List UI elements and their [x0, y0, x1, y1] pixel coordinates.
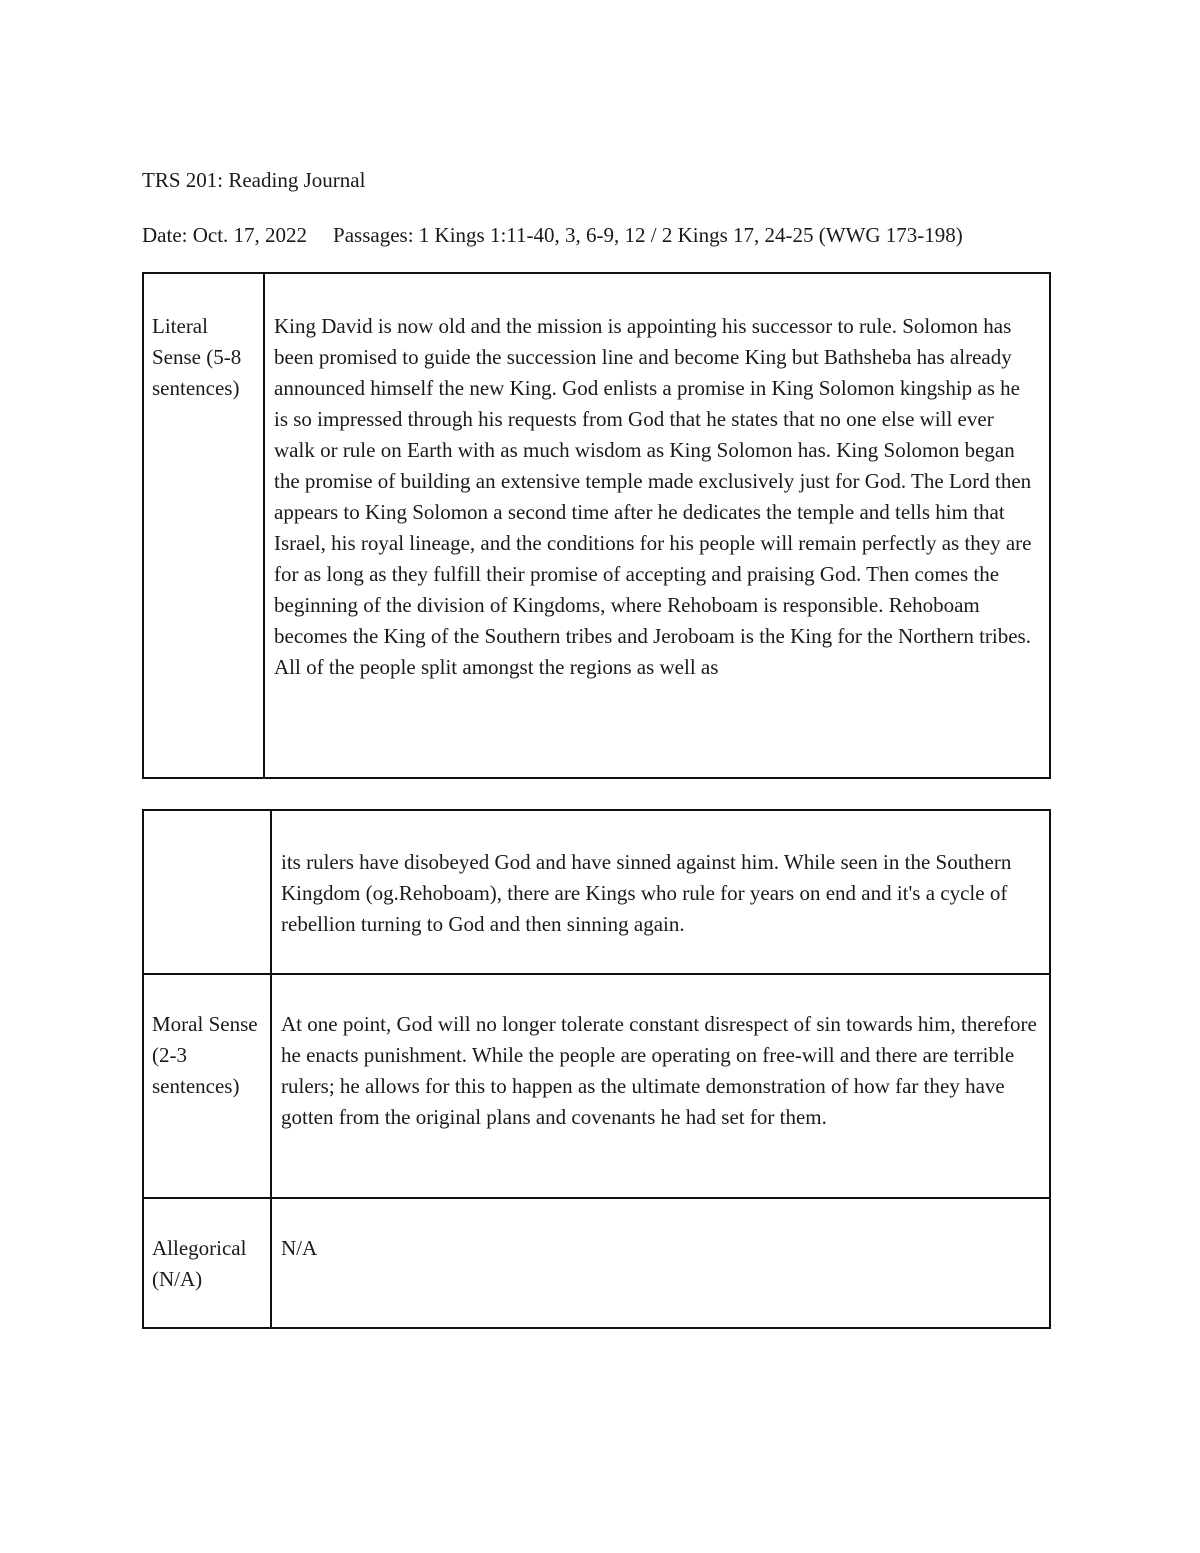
continuation-label	[144, 811, 270, 848]
row-content-moral[interactable]	[271, 974, 1050, 1198]
page-title: TRS 201: Reading Journal	[142, 168, 366, 192]
allegorical-text: N/A	[281, 1236, 318, 1260]
literal-text: King David is now old and the mission is appointing his successor to rule. Solomon has been promised to guide the succession line and become King but Bathsheba has already announced himself the new King. God enlists a promise in King Solomon kingship as he is so impressed through his requests from God that he states that no one else will ever walk or rule on Earth with as much wisdom as King Solomon has. King Solomon began the promise of building an extensive temple made exclusively just for God. The Lord then appears to King Solomon a second time after he dedicates the temple and tells him that Israel, his royal lineage, and the conditions for his people will remain perfectly as they are for as long as they fulfill their promise of accepting and praising God. Then comes the beginning of the division of Kingdoms, where Rehoboam is responsible. Rehoboam becomes the King of the Southern tribes and Jeroboam is the King for the Northern tribes. All of the people split amongst the regions as well as	[274, 314, 1032, 679]
row-content-continuation[interactable]	[271, 810, 1050, 974]
journal-table-literal	[142, 272, 1051, 779]
row-label-allegorical	[143, 1198, 271, 1328]
table-row	[143, 273, 1050, 778]
moral-label: Moral Sense (2-3 sentences)	[152, 1012, 258, 1098]
row-label-continuation	[143, 810, 271, 974]
row-label-moral	[143, 974, 271, 1198]
allegorical-label: Allegorical (N/A)	[152, 1236, 247, 1291]
row-content-literal[interactable]	[264, 273, 1050, 778]
row-label-literal	[143, 273, 264, 778]
table-row	[143, 974, 1050, 1198]
journal-table-senses	[142, 809, 1051, 1329]
date-text: Date: Oct. 17, 2022	[142, 223, 308, 247]
continuation-text: its rulers have disobeyed God and have sinned against him. While seen in the Southern Kingdom (og.Rehoboam), there are Kings who rule for years on end and it's a cycle of rebellion turning to God and then sinning again.	[281, 850, 1012, 936]
literal-label: Literal Sense (5-8 sentences)	[152, 314, 242, 400]
row-content-allegorical[interactable]	[271, 1198, 1050, 1328]
moral-text: At one point, God will no longer tolerate constant disrespect of sin towards him, therefore he enacts punishment. While the people are operating on free-will and there are terrible rulers; he allows for this to happen as the ultimate demonstration of how far they have gotten from the original plans and covenants he had set for them.	[281, 1012, 1037, 1129]
date-passages-line	[142, 225, 963, 246]
table-row	[143, 810, 1050, 974]
table-row	[143, 1198, 1050, 1328]
passages-text: Passages: 1 Kings 1:11-40, 3, 6-9, 12 / 2 Kings 17, 24-25 (WWG 173-198)	[333, 223, 963, 247]
